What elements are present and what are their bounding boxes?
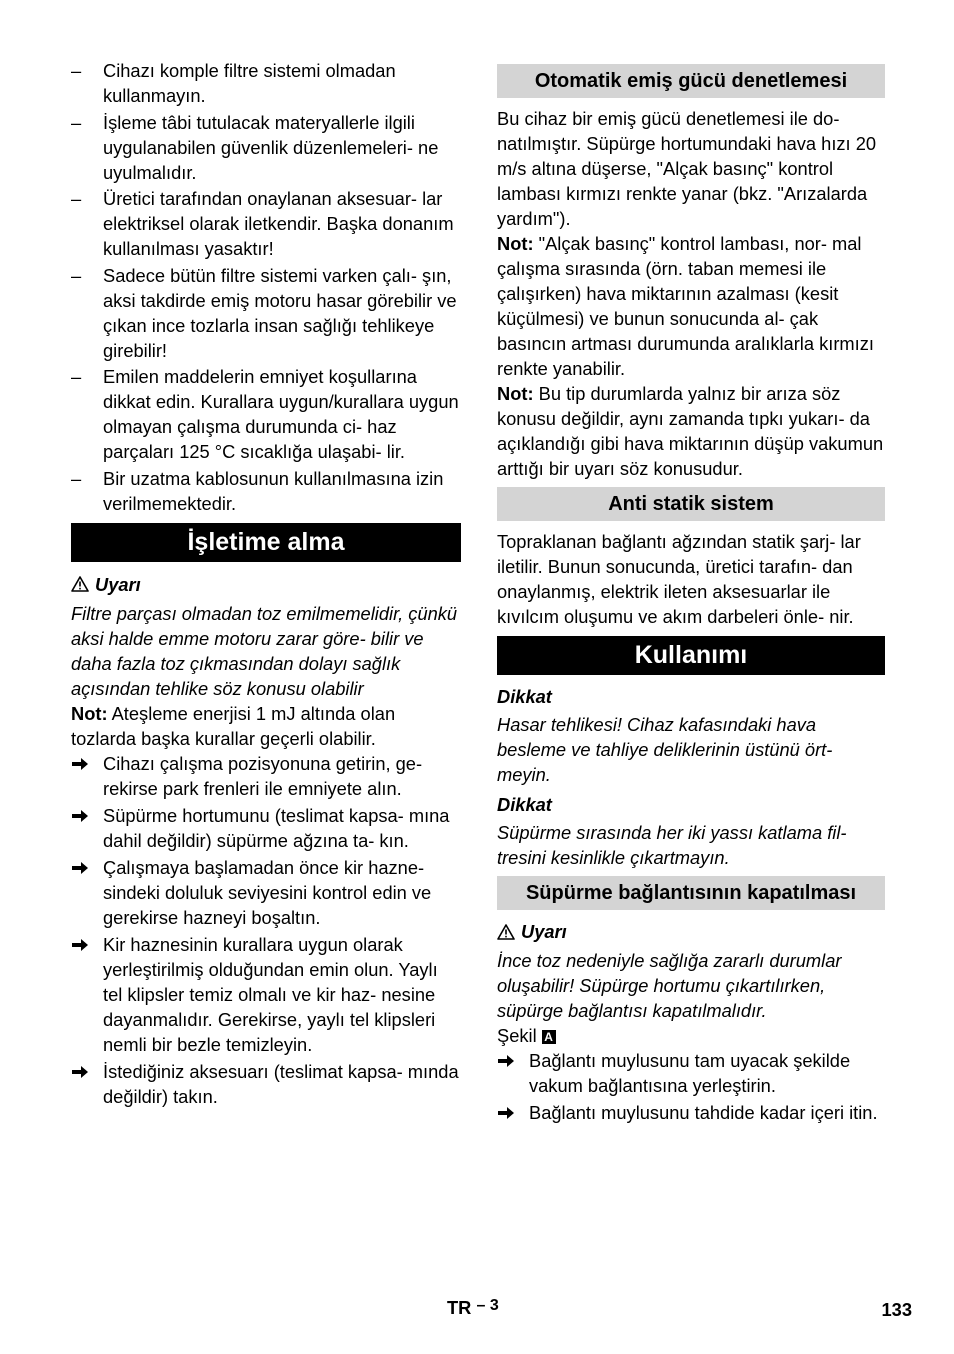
suction-control-text: Bu cihaz bir emiş gücü denetlemesi ile do- natılmıştır. Süpürge hortumundaki hava hızı 20 m/s altına düşerse, "Alçak basınç" kontrol lambası kırmızı renkte yanar (bkz. "Arızalarda yardım").: [497, 108, 877, 229]
figure-label: Şekil: [497, 1025, 537, 1046]
arrow-right-icon: [71, 757, 89, 771]
warning-label: Uyarı: [95, 573, 141, 595]
caution-text: Hasar tehlikesi! Cihaz kafasındaki hava besleme ve tahliye deliklerinin üstünü ört- meyin.: [497, 714, 833, 785]
note-paragraph: [497, 381, 885, 481]
footer-lang-code: TR: [447, 1297, 472, 1318]
step-item: Çalışmaya başlamadan önce kir hazne- sindeki doluluk seviyesini kontrol edin ve gerekirse hazneyi boşaltın.: [71, 855, 461, 930]
caution-header: Dikkat: [497, 794, 552, 815]
warning-triangle-icon: [71, 576, 89, 592]
dash-marker: –: [71, 366, 82, 387]
note-text: Ateşleme enerjisi 1 mJ altında olan tozlarda başka kurallar geçerli olabilir.: [71, 702, 396, 749]
startup-steps: [71, 751, 461, 1109]
dash-marker: –: [71, 264, 82, 286]
step-item: Bağlantı muylusunu tam uyacak şekilde vakum bağlantısına yerleştirin.: [497, 1048, 885, 1098]
warning-label: Uyarı: [521, 921, 567, 942]
arrow-right-icon: [71, 861, 89, 875]
arrow-right-icon: [71, 938, 89, 952]
dash-marker: –: [71, 188, 82, 209]
step-item: İstediğiniz aksesuarı (teslimat kapsa- mında değildir) takın.: [71, 1059, 461, 1109]
section-heading-close-connection: Süpürme bağlantısının kapatılması: [497, 876, 885, 910]
step-item: Kir haznesinin kurallara uygun olarak yerleştirilmiş olduğundan emin olun. Yaylı tel klipsler temiz olmalı ve kir haz- nesine dayanmalıdır. Gerekirse, yaylı tel klipsleri nemli bir bezle temizleyin.: [71, 932, 461, 1057]
left-column: [71, 58, 461, 1111]
dash-marker: –: [71, 60, 82, 81]
section-heading-usage: Kullanımı: [497, 636, 885, 675]
warning-header: [71, 572, 461, 597]
arrow-right-icon: [71, 809, 89, 823]
step-item: Süpürme hortumunu (teslimat kapsa- mına dahil değildir) süpürme ağzına ta- kın.: [71, 803, 461, 853]
note-paragraph: [497, 231, 885, 381]
figure-badge: A: [542, 1030, 556, 1044]
caution-header: Dikkat: [497, 686, 552, 707]
safety-dash-list: [71, 58, 461, 516]
step-item: Bağlantı muylusunu tahdide kadar içeri itin.: [497, 1100, 885, 1125]
note-paragraph: [71, 701, 461, 751]
footer-language: [447, 1297, 499, 1319]
warning-triangle-icon: [497, 924, 515, 940]
list-item: – Bir uzatma kablosunun kullanılmasına izin verilmemektedir.: [71, 467, 444, 514]
note-label: Not:: [497, 233, 534, 254]
right-column: [497, 64, 885, 1127]
arrow-right-icon: [71, 1065, 89, 1079]
arrow-right-icon: [497, 1106, 515, 1120]
step-item: Cihazı çalışma pozisyonuna getirin, ge- rekirse park frenleri ile emniyete alın.: [71, 751, 461, 801]
warning-text: İnce toz nedeniyle sağlığa zararlı durumlar oluşabilir! Süpürge hortumu çıkartılırken, süpürge bağlantısı kapatılmalıdır.: [497, 950, 842, 1021]
list-item: – Cihazı komple filtre sistemi olmadan kullanmayın.: [71, 60, 396, 106]
arrow-right-icon: [497, 1054, 515, 1068]
warning-header: [497, 919, 885, 944]
list-item: – Sadece bütün filtre sistemi varken çalı- şın, aksi takdirde emiş motoru hasar görebilir ve çıkan ince tozlarla insan sağlığı tehlikeye girebilir!: [71, 264, 457, 361]
list-item: – İşleme tâbi tutulacak materyallerle ilgili uygulanabilen güvenlik düzenlemeleri- ne uyulmalıdır.: [71, 111, 439, 183]
page-number: 133: [881, 1299, 912, 1320]
section-heading-startup: İşletime alma: [71, 523, 461, 562]
figure-reference: [497, 1023, 885, 1048]
antistatic-text: Topraklanan bağlantı ağzından statik şarj- lar iletilir. Bunun sonucunda, üretici tarafın- dan onaylanmış, elektrik ileten aksesuarlar ile kıvılcım oluşumu ve akım darbeleri önle- nir.: [497, 531, 861, 627]
note-text: "Alçak basınç" kontrol lambası, nor- mal çalışma sırasında (örn. taban memesi ile çalışırken) hava miktarının azalması (kesit küçülmesi) ve bunun sonucunda al- çak basıncın artması durumunda aralıklarla kırmızı renkte yanabilir.: [497, 233, 874, 379]
note-label: Not:: [71, 702, 108, 724]
warning-text: Filtre parçası olmadan toz emilmemelidir, çünkü aksi halde emme motoru zarar göre- bilir ve daha fazla toz çıkmasından dolayı sağlık açısından tehlike söz konusu olabilir: [71, 602, 458, 699]
section-heading-suction-control: Otomatik emiş gücü denetlemesi: [497, 64, 885, 98]
note-label: Not:: [497, 383, 534, 404]
caution-text: Süpürme sırasında her iki yassı katlama fil- tresini kesinlikle çıkartmayın.: [497, 822, 847, 868]
section-heading-antistatic: Anti statik sistem: [497, 487, 885, 521]
dash-marker: –: [71, 467, 82, 489]
dash-marker: –: [71, 111, 82, 133]
note-text: Bu tip durumlarda yalnız bir arıza söz konusu değildir, aynı zamanda tıpkı yukarı- da açıklandığı gibi hava miktarının düşüp vakumun arttığı bir uyarı söz konusudur.: [497, 383, 884, 479]
list-item: – Üretici tarafından onaylanan aksesuar- lar elektriksel olarak iletkendir. Başka donanım kullanılması yasaktır!: [71, 188, 454, 259]
footer-section-page: – 3: [476, 1297, 499, 1314]
list-item: – Emilen maddelerin emniyet koşullarına dikkat edin. Kurallara uygun/kurallara uygun olmayan çalışma durumunda ci- haz parçaları 125 °C sıcaklığa ulaşabi- lir.: [71, 366, 459, 462]
close-connection-steps: [497, 1048, 885, 1125]
